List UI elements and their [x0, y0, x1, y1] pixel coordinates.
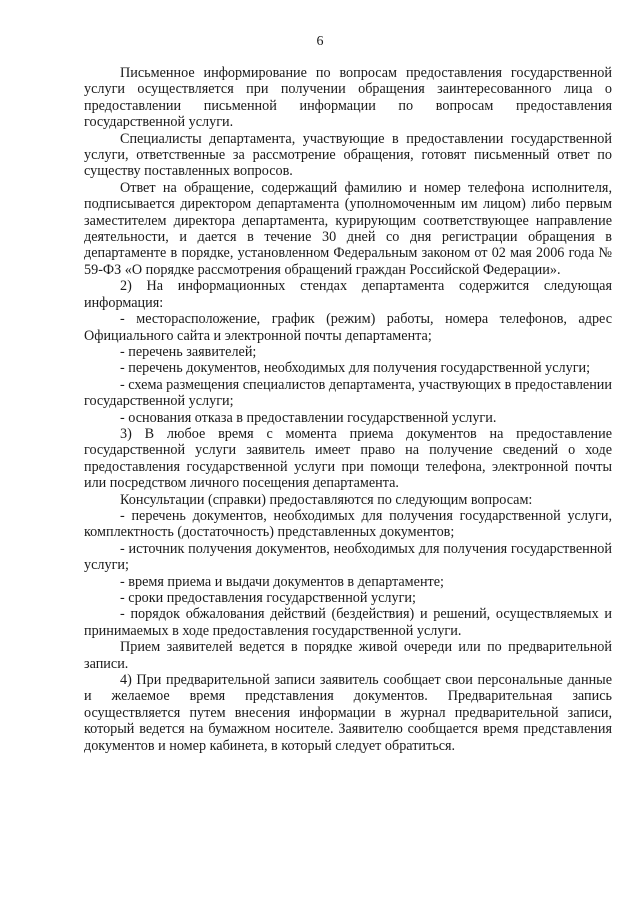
paragraph-consultations: Консультации (справки) предоставляются по следующим вопросам: [120, 491, 533, 508]
paragraph-pre-registration: 4) При предварительной записи заявитель сообщает свои персональные данные и желаемое время представления документов. Предварительная запись осуществляется путем внесения информации в журнал предварительной записи, который ведется на бумажном носителе. Заявителю сообщается время представления документов и номер кабинета, в который следует обратиться. [84, 672, 612, 754]
paragraph-reception: Прием заявителей ведется в порядке живой очереди или по предварительной записи. [84, 639, 612, 672]
paragraph-response: Ответ на обращение, содержащий фамилию и номер телефона исполнителя, подписывается директором департамента (уполномоченным им лицом) либо первым заместителем директора департамента, курирующим соответствующее направление деятельности, и дается в течение 30 дней со дня регистрации обращения в департаменте в порядке, установленном Федеральным законом от 02 мая 2006 года № 59-ФЗ «О порядке рассмотрения обращений граждан Российской Федерации». [84, 179, 612, 278]
paragraph-specialists: Специалисты департамента, участвующие в предоставлении государственной услуги, ответственные за рассмотрение обращения, готовят письменный ответ по существу поставленных вопросов. [84, 130, 612, 180]
page-number: 6 [316, 34, 324, 49]
list-item: - сроки предоставления государственной услуги; [120, 590, 416, 606]
list-item: - перечень заявителей; [120, 343, 257, 360]
list-item: - источник получения документов, необходимых для получения государственной услуги; [84, 540, 612, 574]
list-item: - порядок обжалования действий (бездействия) и решений, осуществляемых и принимаемых в ходе предоставления государственной услуги. [84, 606, 612, 639]
list-item: - месторасположение, график (режим) работы, номера телефонов, адрес Официального сайта и электронной почты департамента; [84, 311, 612, 344]
list-item: - перечень документов, необходимых для получения государственной услуги; [120, 360, 591, 377]
list-item: - перечень документов, необходимых для получения государственной услуги, комплектность (достаточность) представленных документов; [84, 507, 612, 541]
list-item: - схема размещения специалистов департамента, участвующих в предоставлении государственной услуги; [84, 376, 612, 410]
document-body [84, 65, 612, 754]
paragraph-written-information: Письменное информирование по вопросам предоставления государственной услуги осуществляется при получении обращения заинтересованного лица о предоставлении письменной информации по вопросам предоставления государственной услуги. [84, 65, 612, 131]
list-item: - основания отказа в предоставлении государственной услуги. [120, 409, 497, 426]
paragraph-status-inquiry: 3) В любое время с момента приема документов на предоставление государственной услуги заявитель имеет право на получение сведений о ходе предоставления государственной услуги при помощи телефона, электронной почты или посредством личного посещения департамента. [84, 425, 612, 492]
paragraph-info-stands: 2) На информационных стендах департамента содержится следующая информация: [84, 278, 612, 311]
list-item: - время приема и выдачи документов в департаменте; [120, 573, 444, 590]
